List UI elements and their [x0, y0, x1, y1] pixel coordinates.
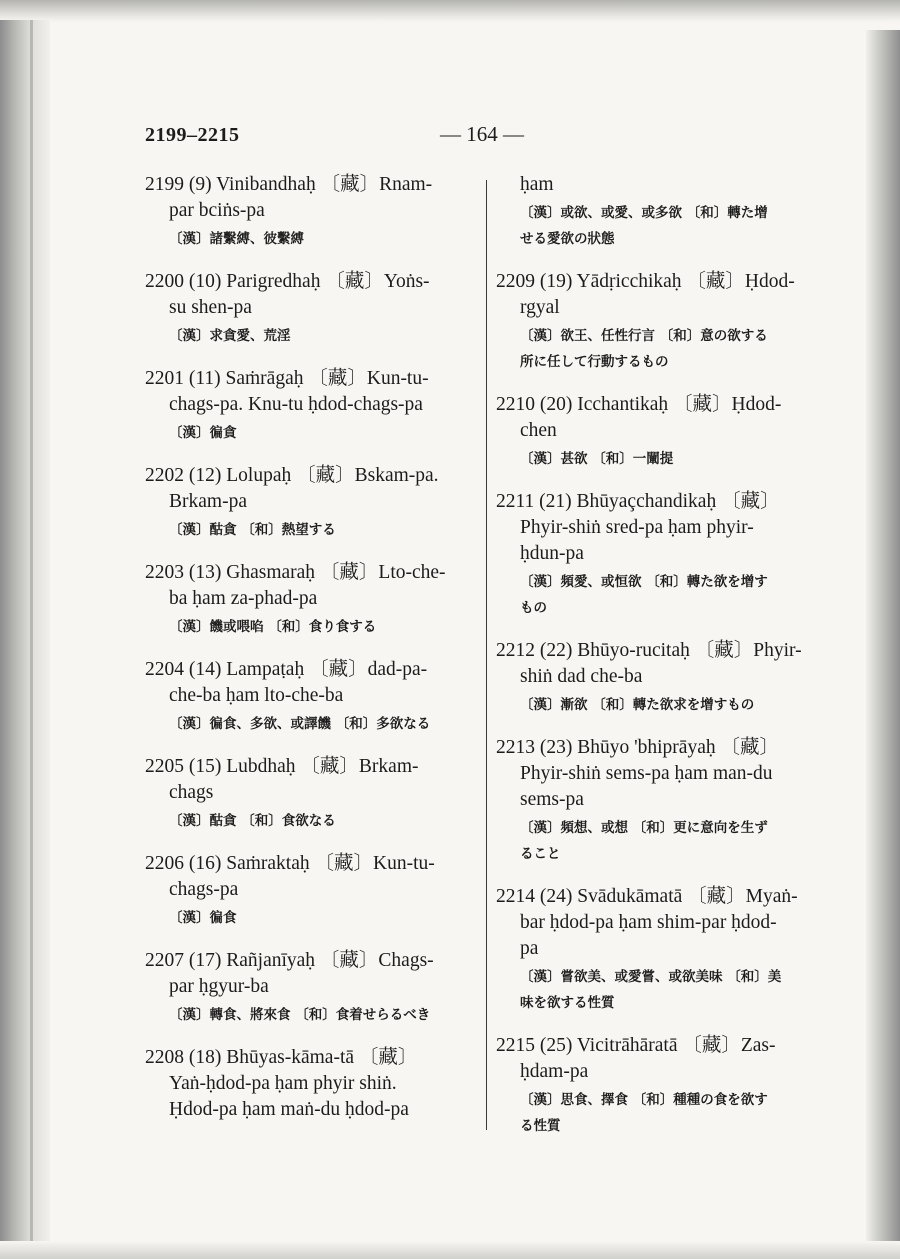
- entry-range: 2199–2215: [145, 124, 240, 146]
- entry-cjk-gloss: 〔漢〕轉食、將來食 〔和〕食着せらるべき: [169, 1007, 431, 1023]
- entry-cjk-gloss: ること: [520, 846, 561, 862]
- entry-tibetan-line: ḥdun-pa: [520, 543, 584, 564]
- entry-tibetan-line: che-ba ḥam lto-che-ba: [169, 685, 344, 706]
- column-divider: [486, 180, 487, 1130]
- entry-tibetan-line: par bciṅs-pa: [169, 200, 265, 221]
- dictionary-entry: [145, 851, 475, 929]
- entry-tibetan-line: pa: [520, 938, 539, 959]
- dictionary-entry: [145, 366, 475, 444]
- dictionary-entry: [145, 1045, 475, 1123]
- page-bottom-edge: [0, 1241, 900, 1259]
- entry-headword-line: 2209 (19) Yādṛicchikaḥ 〔藏〕Ḥdod-: [496, 271, 795, 292]
- entry-tibetan-line: par ḥgyur-ba: [169, 976, 269, 997]
- entry-headword-line: 2206 (16) Saṁraktaḥ 〔藏〕Kun-tu-: [145, 853, 435, 874]
- entry-headword-line: 2212 (22) Bhūyo-rucitaḥ 〔藏〕Phyir-: [496, 640, 802, 661]
- entry-headword-line: 2211 (21) Bhūyaçchandikaḥ 〔藏〕: [496, 491, 780, 512]
- entry-tibetan-line: Yaṅ-ḥdod-pa ḥam phyir shiṅ.: [169, 1073, 397, 1094]
- entry-cjk-gloss: 〔漢〕諸繫縛、彼繫縛: [169, 231, 304, 247]
- entry-tibetan-line: chags-pa: [169, 879, 239, 900]
- entry-cjk-gloss: る性質: [520, 1118, 561, 1134]
- left-column: [145, 172, 475, 1142]
- entry-cjk-gloss: 〔漢〕嘗欲美、或愛嘗、或欲美味 〔和〕美: [520, 969, 782, 985]
- entry-cjk-gloss: 〔漢〕頻想、或想 〔和〕更に意向を生ず: [520, 820, 768, 836]
- dictionary-entry: [496, 638, 836, 716]
- entry-tibetan-line: Ḥdod-pa ḥam maṅ-du ḥdod-pa: [169, 1099, 409, 1120]
- entry-headword-line: 2200 (10) Parigredhaḥ 〔藏〕Yoṅs-: [145, 271, 430, 292]
- entry-cjk-gloss: 〔漢〕徧食、多欲、或譯饑 〔和〕多欲なる: [169, 716, 431, 732]
- entry-tibetan-line: ḥdam-pa: [520, 1061, 589, 1082]
- dictionary-entry: [145, 172, 475, 250]
- entry-tibetan-line: Phyir-shiṅ sred-pa ḥam phyir-: [520, 517, 754, 538]
- entry-cjk-gloss: もの: [520, 600, 547, 616]
- entry-headword-line: 2213 (23) Bhūyo 'bhiprāyaḥ 〔藏〕: [496, 737, 779, 758]
- dictionary-entry: [496, 392, 836, 470]
- entry-headword-line: 2207 (17) Rañjanīyaḥ 〔藏〕Chags-: [145, 950, 434, 971]
- entry-tibetan-line: Phyir-shiṅ sems-pa ḥam man-du: [520, 763, 773, 784]
- entry-cjk-gloss: 〔漢〕漸欲 〔和〕轉た欲求を增すもの: [520, 697, 755, 713]
- entry-headword-line: 2210 (20) Icchantikaḥ 〔藏〕Ḥdod-: [496, 394, 782, 415]
- entry-headword-line: 2204 (14) Lampaṭaḥ 〔藏〕dad-pa-: [145, 659, 428, 680]
- dictionary-entry: [496, 735, 836, 865]
- entry-cjk-gloss: せる愛欲の狀態: [520, 231, 615, 247]
- entry-tibetan-line: chags: [169, 782, 214, 803]
- entry-tibetan-line: chen: [520, 420, 557, 441]
- dictionary-entry: [145, 948, 475, 1026]
- entry-tibetan-line: ḥam: [520, 174, 554, 195]
- right-column: [496, 172, 836, 1156]
- dictionary-entry: [496, 172, 836, 250]
- entry-headword-line: 2203 (13) Ghasmaraḥ 〔藏〕Lto-che-: [145, 562, 446, 583]
- entry-cjk-gloss: 〔漢〕徧食: [169, 910, 237, 926]
- entry-tibetan-line: shiṅ dad che-ba: [520, 666, 643, 687]
- entry-headword-line: 2201 (11) Saṁrāgaḥ 〔藏〕Kun-tu-: [145, 368, 429, 389]
- entry-cjk-gloss: 〔漢〕饑或喂啗 〔和〕食り食する: [169, 619, 377, 635]
- dictionary-entry: [145, 560, 475, 638]
- entry-cjk-gloss: 〔漢〕徧貪: [169, 425, 237, 441]
- dictionary-entry: [496, 489, 836, 619]
- entry-tibetan-line: ba ḥam za-phad-pa: [169, 588, 318, 609]
- book-binding-left: [0, 20, 50, 1259]
- entry-cjk-gloss: 〔漢〕頻愛、或恒欲 〔和〕轉た欲を增す: [520, 574, 768, 590]
- entry-headword-line: 2215 (25) Vicitrāhāratā 〔藏〕Zas-: [496, 1035, 776, 1056]
- entry-tibetan-line: chags-pa. Knu-tu ḥdod-chags-pa: [169, 394, 423, 415]
- entry-cjk-gloss: 味を欲する性質: [520, 995, 615, 1011]
- entry-cjk-gloss: 〔漢〕酤貪 〔和〕食欲なる: [169, 813, 336, 829]
- entry-cjk-gloss: 〔漢〕求貪愛、荒淫: [169, 328, 291, 344]
- book-binding-right: [866, 30, 900, 1259]
- entry-tibetan-line: bar ḥdod-pa ḥam shim-par ḥdod-: [520, 912, 777, 933]
- dictionary-entry: [496, 269, 836, 373]
- entry-headword-line: 2214 (24) Svādukāmatā 〔藏〕Myaṅ-: [496, 886, 798, 907]
- dictionary-entry: [145, 754, 475, 832]
- entry-cjk-gloss: 〔漢〕甚欲 〔和〕一闡提: [520, 451, 674, 467]
- entry-tibetan-line: sems-pa: [520, 789, 584, 810]
- dictionary-entry: [496, 884, 836, 1014]
- entry-cjk-gloss: 所に任して行動するもの: [520, 354, 669, 370]
- entry-cjk-gloss: 〔漢〕欲王、任性行言 〔和〕意の欲する: [520, 328, 768, 344]
- entry-tibetan-line: Brkam-pa: [169, 491, 247, 512]
- dictionary-entry: [145, 269, 475, 347]
- page-number: — 164 —: [440, 122, 524, 146]
- entry-tibetan-line: rgyal: [520, 297, 560, 318]
- dictionary-entry: [496, 1033, 836, 1137]
- dictionary-entry: [145, 463, 475, 541]
- entry-headword-line: 2199 (9) Vinibandhaḥ 〔藏〕Rnam-: [145, 174, 433, 195]
- entry-cjk-gloss: 〔漢〕酤貪 〔和〕熱望する: [169, 522, 336, 538]
- entry-headword-line: 2208 (18) Bhūyas-kāma-tā 〔藏〕: [145, 1047, 418, 1068]
- entry-cjk-gloss: 〔漢〕或欲、或愛、或多欲 〔和〕轉た增: [520, 205, 768, 221]
- entry-tibetan-line: su shen-pa: [169, 297, 252, 318]
- entry-headword-line: 2202 (12) Lolupaḥ 〔藏〕Bskam-pa.: [145, 465, 439, 486]
- page-top-edge: [0, 0, 900, 22]
- entry-cjk-gloss: 〔漢〕思食、擇食 〔和〕種種の食を欲す: [520, 1092, 768, 1108]
- dictionary-entry: [145, 657, 475, 735]
- entry-headword-line: 2205 (15) Lubdhaḥ 〔藏〕Brkam-: [145, 756, 419, 777]
